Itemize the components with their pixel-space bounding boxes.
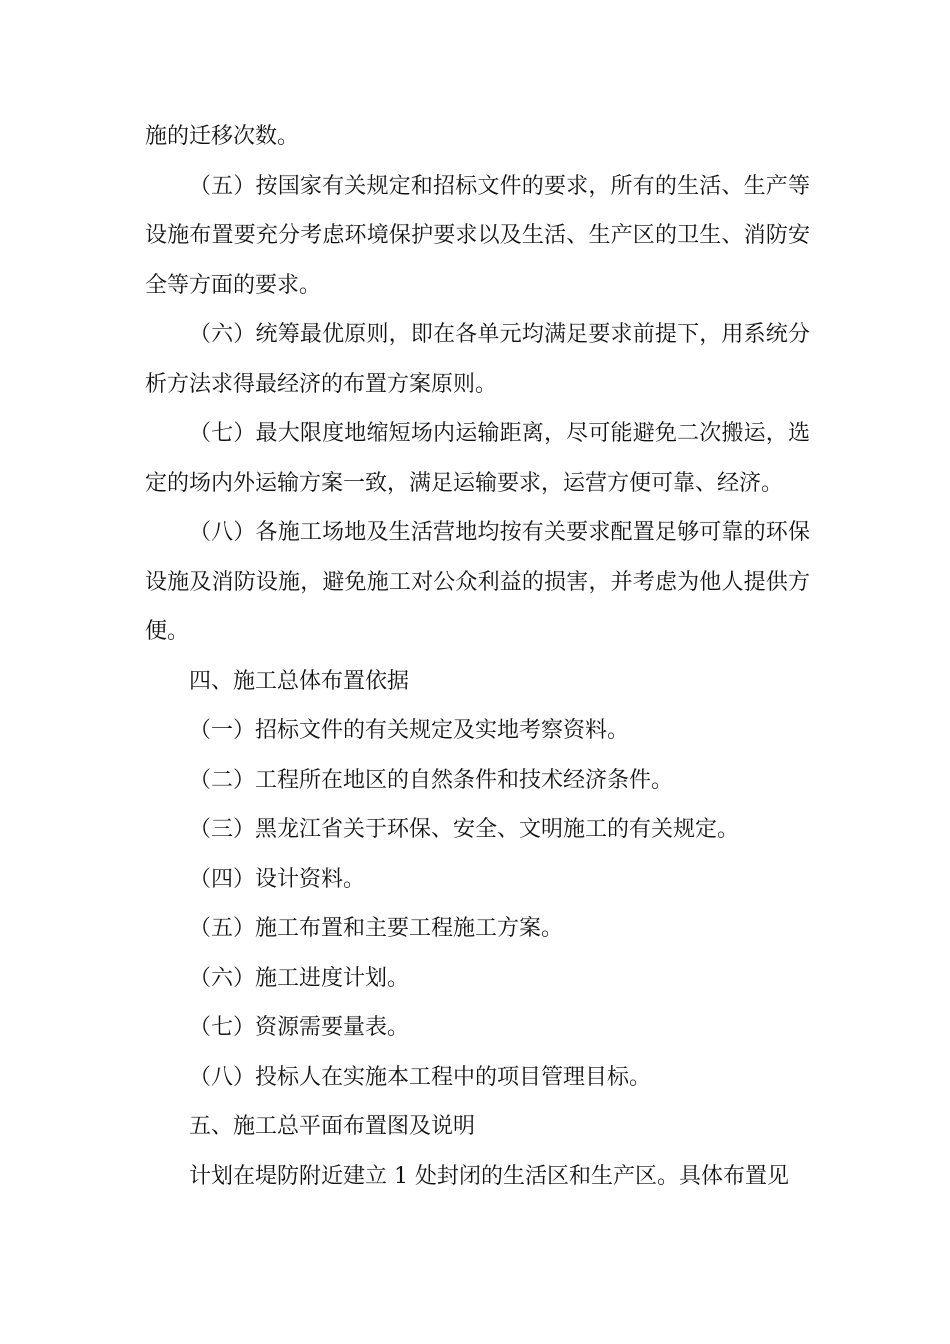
document-body [145, 112, 810, 1201]
list-item-7: （七）资源需要量表。 [189, 1015, 410, 1040]
paragraph-4: （七）最大限度地缩短场内运输距离，尽可能避免二次搬运，选定的场内外运输方案一致，满足运输要求，运营方便可靠、经济。 [145, 421, 810, 496]
paragraph-1: 施的迁移次数。 [145, 124, 300, 149]
list-item-5: （五）施工布置和主要工程施工方案。 [189, 916, 564, 941]
list-item-6: （六）施工进度计划。 [189, 965, 410, 991]
list-item-3: （三）黑龙江省关于环保、安全、文明施工的有关规定。 [189, 817, 740, 842]
paragraph-2: （五）按国家有关规定和招标文件的要求，所有的生活、生产等设施布置要充分考虑环境保护要求以及生活、生产区的卫生、消防安全等方面的要求。 [145, 173, 810, 298]
paragraph-3: （六）统筹最优原则，即在各单元均满足要求前提下，用系统分析方法求得最经济的布置方案原则。 [145, 322, 810, 397]
paragraph-5: （八）各施工场地及生活营地均按有关要求配置足够可靠的环保设施及消防设施，避免施工对公众利益的损害，并考虑为他人提供方便。 [145, 520, 810, 644]
list-item-2: （二）工程所在地区的自然条件和技术经济条件。 [189, 767, 674, 793]
list-item-1: （一）招标文件的有关规定及实地考察资料。 [189, 718, 630, 743]
paragraph-final: 计划在堤防附近建立 1 处封闭的生活区和生产区。具体布置见 [189, 1163, 789, 1189]
list-item-4: （四）设计资料。 [189, 866, 366, 892]
list-item-8: （八）投标人在实施本工程中的项目管理目标。 [189, 1064, 652, 1090]
section-heading-4: 四、施工总体布置依据 [189, 668, 410, 694]
section-heading-5: 五、施工总平面布置图及说明 [189, 1114, 476, 1139]
